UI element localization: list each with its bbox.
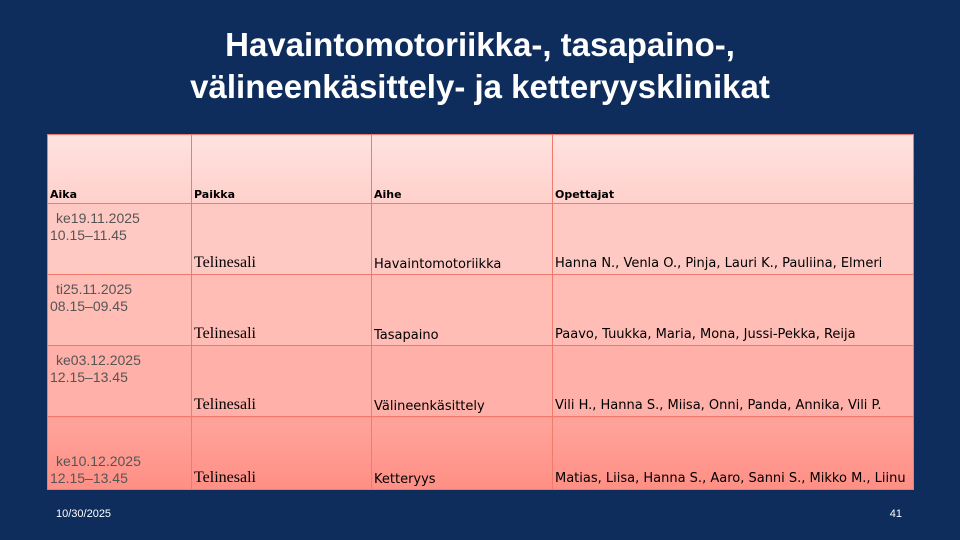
header-paikka: Paikka [192,135,372,204]
teachers-cell: Paavo, Tuukka, Maria, Mona, Jussi-Pekka, Reija [553,275,914,346]
header-aika: Aika [48,135,192,204]
time-cell [48,346,192,417]
place-cell: Telinesali [192,204,372,275]
time-range: 10.15–11.45 [50,227,127,243]
header-opettajat: Opettajat [553,135,914,204]
place-cell: Telinesali [192,346,372,417]
time-cell [48,275,192,346]
time-range: 12.15–13.45 [50,369,128,385]
header-aihe: Aihe [372,135,553,204]
time-cell [48,417,192,490]
date: ti25.11.2025 [56,281,133,297]
table-row [48,346,914,417]
time-range: 08.15–09.45 [50,298,128,314]
slide-title [0,24,960,108]
date: ke19.11.2025 [56,210,140,226]
time-range: 12.15–13.45 [50,470,128,486]
table-row [48,417,914,490]
title-line-2: välineenkäsittely- ja ketteryysklinikat [190,68,770,105]
table-row [48,275,914,346]
teachers-cell: Hanna N., Venla O., Pinja, Lauri K., Pauliina, Elmeri [553,204,914,275]
footer-date: 10/30/2025 [56,508,112,520]
date: ke10.12.2025 [56,453,141,469]
topic-cell: Välineenkäsittely [372,346,553,417]
date: ke03.12.2025 [56,352,141,368]
schedule-table [47,134,914,490]
place-cell: Telinesali [192,275,372,346]
title-line-1: Havaintomotoriikka-, tasapaino-, [225,26,735,63]
table-header-row [48,135,914,204]
topic-cell: Tasapaino [372,275,553,346]
teachers-cell: Matias, Liisa, Hanna S., Aaro, Sanni S., Mikko M., Liinu [553,417,914,490]
table-row [48,204,914,275]
slide-number: 41 [889,508,902,520]
teachers-cell: Vili H., Hanna S., Miisa, Onni, Panda, Annika, Vili P. [553,346,914,417]
place-cell: Telinesali [192,417,372,490]
topic-cell: Havaintomotoriikka [372,204,553,275]
time-cell [48,204,192,275]
topic-cell: Ketteryys [372,417,553,490]
